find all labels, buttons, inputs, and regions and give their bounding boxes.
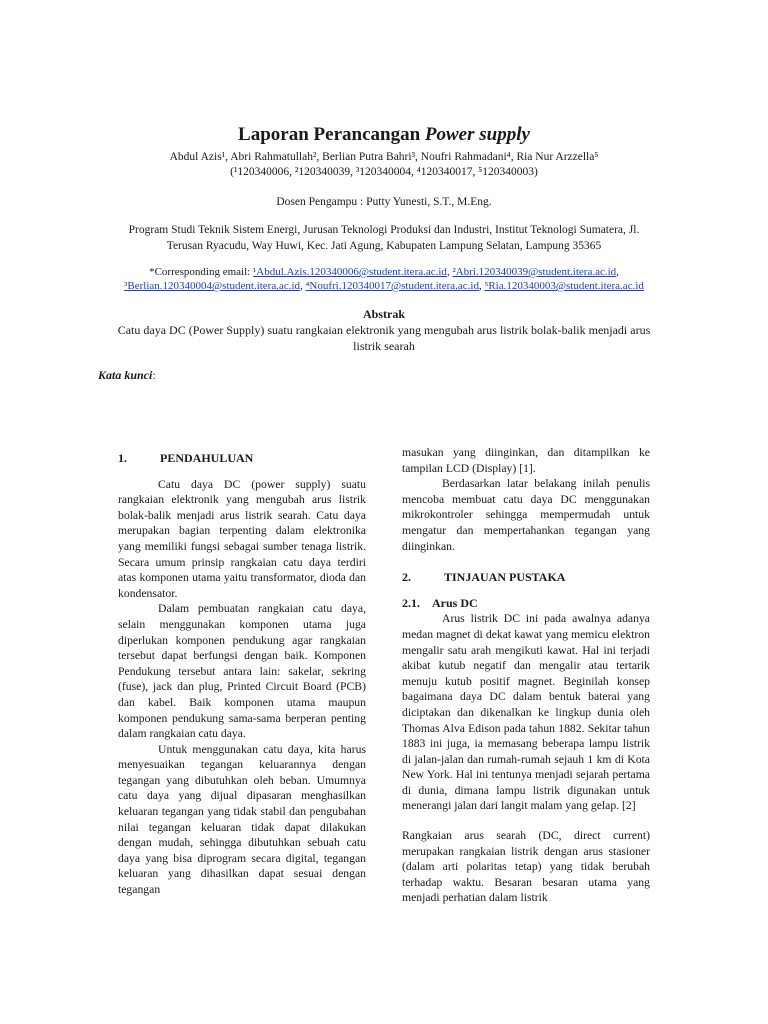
abstract-text: Catu daya DC (Power Supply) suatu rangkaian elektronik yang mengubah arus listrik bolak-balik menjadi arus listrik searah — [117, 323, 651, 353]
keywords-label: Kata kunci — [98, 368, 153, 382]
subsection-number: 2.1. — [402, 595, 420, 610]
paragraph: Berdasarkan latar belakang inilah penulis mencoba membuat catu daya DC menggunakan mikrokontroler sehingga mempermudah untuk mengatur dan mempertahankan tegangan yang diinginkan. — [402, 477, 650, 553]
email-link[interactable]: ⁵Ria.120340003@student.itera.ac.id — [484, 280, 644, 292]
paper-title — [60, 124, 708, 146]
affiliation-block — [60, 222, 708, 254]
keywords-line — [98, 368, 156, 383]
abstract-heading: Abstrak — [362, 307, 405, 321]
subsection-title: Arus DC — [432, 595, 478, 610]
paragraph: Rangkaian arus searah (DC, direct current) merupakan rangkaian listrik dengan arus stasioner (dalam arti polaritas tetap) yang tidak berubah terhadap waktu. Besaran besaran utama yang menjadi perhatian dalam listrik — [402, 829, 650, 905]
email-link[interactable]: ⁴Noufri.120340017@student.itera.ac.id — [305, 280, 479, 292]
paragraph: Dalam pembuatan rangkaian catu daya, selain menggunakan komponen utama juga diperlukan komponen pendukung agar rangkaian tersebut dapat berfungsi dengan baik. Komponen Pendukung tersebut antara lain: sakelar, sekring (fuse), jack dan plug, Printed Circuit Board (PCB) dan kabel. Baik komponen utama maupun komponen pendukung sama-sama berperan penting dalam rangkaian catu daya. — [118, 602, 366, 741]
email-link[interactable]: ¹Abdul.Azis.120340006@student.itera.ac.id — [252, 266, 447, 278]
section-number: 1. — [118, 451, 127, 465]
section-title: TINJAUAN PUSTAKA — [444, 570, 566, 585]
section-heading — [402, 570, 650, 586]
spacer — [402, 554, 650, 570]
email-link[interactable]: ³Berlian.120340004@student.itera.ac.id — [124, 280, 301, 292]
section-title: PENDAHULUAN — [160, 451, 254, 465]
paragraph: Catu daya DC (power supply) suatu rangkaian elektronik yang mengubah arus listrik bolak-balik menjadi arus listrik searah. Catu daya merupakan bagian terpenting dalam elektronika yang memiliki fungsi sebagai sumber tenaga listrik. Secara umum prinsip rangkaian catu daya terdiri atas komponen utama yaitu transformator, dioda dan kondensator. — [118, 477, 366, 600]
affiliation-line-2: Terusan Ryacudu, Way Huwi, Kec. Jati Agung, Kabupaten Lampung Selatan, Lampung 35365 — [166, 240, 602, 252]
spacer — [402, 814, 650, 828]
authors-line: Abdul Azis¹, Abri Rahmatullah², Berlian Putra Bahri³, Noufri Rahmadani⁴, Ria Nur Arzzella⁵ — [169, 151, 599, 163]
left-column — [118, 451, 366, 898]
author-block — [60, 150, 708, 180]
title-italic: Power supply — [424, 124, 530, 145]
paragraph: Untuk menggunakan catu daya, kita harus menyesuaikan tegangan keluarannya dengan tegangan yang dibutuhkan oleh beban. Umumnya catu daya yang dijual dipasaran menghasilkan keluaran tegangan yang tidak stabil dan pengubahan nilai tegangan keluaran tidak dapat dilakukan dengan mudah, sehingga dibutuhkan sebuah catu daya yang bisa diprogram secara digital, tegangan keluaran yang dihasilkan dapat sesuai dengan tegangan — [118, 742, 366, 897]
supervisor-line: Dosen Pengampu : Putty Yunesti, S.T., M.Eng. — [276, 196, 492, 208]
section-heading — [118, 451, 366, 467]
email-block: *Corresponding email: ¹Abdul.Azis.120340006@student.itera.ac.id, ²Abri.120340039@student.itera.ac.id, ³Berlian.120340004@student.itera.ac.id, ⁴Noufri.120340017@student.itera.ac.id, ⁵Ria.120340003@student.itera.ac.id — [124, 266, 644, 292]
subsection-heading — [402, 596, 650, 612]
keywords-colon: : — [152, 368, 156, 382]
email-link[interactable]: ²Abri.120340039@student.itera.ac.id — [452, 266, 617, 278]
affiliation-line-1: Program Studi Teknik Sistem Energi, Jurusan Teknologi Produksi dan Industri, Institut Teknologi Sumatera, Jl. — [128, 224, 640, 236]
section-number: 2. — [402, 570, 411, 585]
email-label: *Corresponding email: — [149, 266, 253, 278]
paragraph: Arus listrik DC ini pada awalnya adanya medan magnet di dekat kawat yang memicu elektron mengalir satu arah mengikuti kawat. Hal ini terjadi akibat kutub negatif dan mengalir atau tertarik menuju kutub positif magnet. Beginilah konsep bagaimana daya DC dalam bentuk baterai yang diciptakan dan dikenalkan ke lingkup dunia oleh Thomas Alva Edison pada tahun 1882. Sekitar tahun 1883 ini juga, ia memasang beberapa lampu listrik di jalan-jalan dan rumah-rumah sejauh 1 km di Kota New York. Hal ini tentunya menjadi sejarah pertama di dunia, dimana lampu listrik digunakan untuk menerangi jalan dari langit malam yang gelap. [2] — [402, 612, 650, 813]
student-ids-line: (¹120340006, ²120340039, ³120340004, ⁴120340017, ⁵120340003) — [230, 166, 538, 178]
right-column — [402, 445, 650, 906]
paragraph: masukan yang diinginkan, dan ditampilkan ke tampilan LCD (Display) [1]. — [402, 446, 650, 475]
title-main: Laporan Perancangan — [238, 124, 425, 145]
